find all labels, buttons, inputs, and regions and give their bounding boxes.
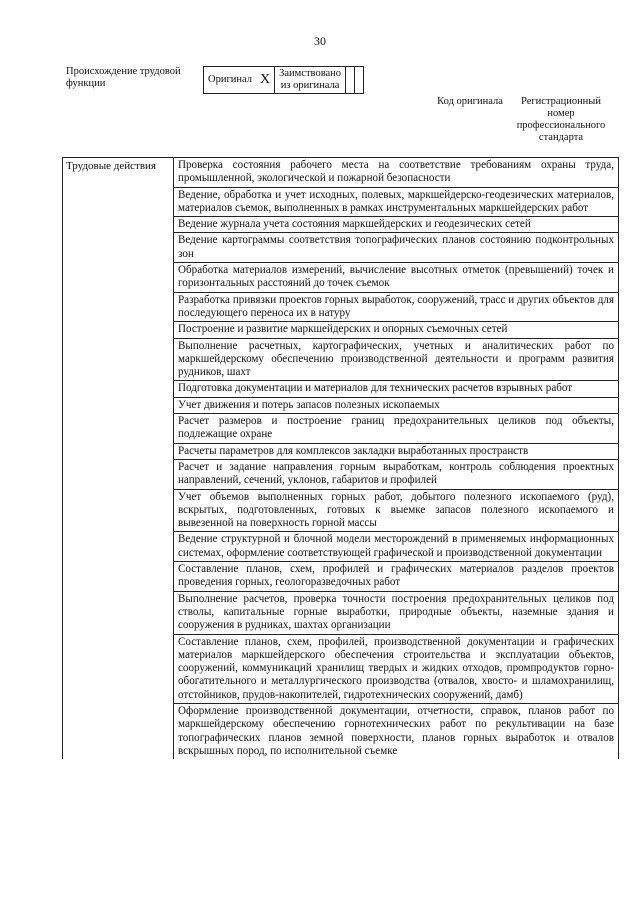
table-row — [63, 158, 619, 188]
labor-action-item: Ведение журнала учета состояния маркшейдерских и геодезических сетей — [174, 217, 619, 233]
origin-label: Происхождение трудовой функции — [66, 66, 181, 89]
code-cell — [346, 67, 355, 94]
origin-table — [203, 66, 364, 94]
original-mark: X — [256, 67, 275, 94]
labor-action-item: Ведение картограммы соответствия топографических планов состоянию подконтрольных зон — [174, 233, 619, 263]
labor-action-item: Ведение, обработка и учет исходных, полевых, маркшейдерско-геодезических материалов, материалов съемок, выполненных в рамках инструментальных маркшейдерских работ — [174, 187, 619, 217]
labor-actions-label: Трудовые действия — [63, 158, 174, 760]
original-cell: Оригинал — [204, 67, 257, 94]
labor-action-item: Составление планов, схем, профилей, производственной документации и графических материалов маркшейдерского обеспечения строительства и эксплуатации объектов, сооружений, коммуникаций хранилищ твердых и жидких отходов, промпродуктов горно-обогатительного и металлургического производства (отвалов, хвосто- и шламохранилищ, отстойников, прудов-накопителей, гидротехнических сооружений, дамб) — [174, 634, 619, 703]
labor-actions-table — [62, 157, 619, 759]
labor-action-item: Расчет и задание направления горным выработкам, контроль соблюдения проектных направлений, сечений, уклонов, габаритов и профилей — [174, 459, 619, 489]
labor-action-item: Расчеты параметров для комплексов закладки выработанных пространств — [174, 443, 619, 459]
labor-action-item: Расчет размеров и построение границ предохранительных целиков под объекты, подлежащие охране — [174, 414, 619, 444]
labor-action-item: Ведение структурной и блочной модели месторождений в применяемых информационных системах, оформление соответствующей графической и производственной документации — [174, 532, 619, 562]
borrowed-cell: Заимствовано из оригинала — [275, 67, 346, 94]
labor-action-item: Составление планов, схем, профилей и графических материалов разделов проектов проведения горных, геологоразведочных работ — [174, 562, 619, 592]
labor-action-item: Проверка состояния рабочего места на соответствие требованиям охраны труда, промышленной, экологической и пожарной безопасности — [174, 158, 619, 188]
labor-action-item: Учет движения и потерь запасов полезных ископаемых — [174, 397, 619, 413]
registration-caption: Регистрационный номер профессионального стандарта — [516, 96, 606, 143]
labor-action-item: Выполнение расчетов, проверка точности построения предохранительных целиков под стволы, капитальные горные выработки, природные объекты, наземные здания и сооружения в рудниках, шахтах организации — [174, 591, 619, 634]
registration-cell — [355, 67, 364, 94]
labor-action-item: Разработка привязки проектов горных выработок, сооружений, трасс и других объектов для последующего переноса их в натуру — [174, 292, 619, 322]
labor-action-item: Выполнение расчетных, картографических, учетных и аналитических работ по маркшейдерскому обеспечению производственной деятельности и программ развития рудников, шахт — [174, 338, 619, 381]
labor-action-item: Подготовка документации и материалов для технических расчетов взрывных работ — [174, 381, 619, 397]
labor-action-item: Учет объемов выполненных горных работ, добытого полезного ископаемого (руд), вскрытых, подготовленных, готовых к выемке запасов полезного ископаемого и вывезенной на поверхность горной массы — [174, 489, 619, 532]
labor-action-item: Оформление производственной документации, отчетности, справок, планов работ по маркшейдерскому обеспечению горнотехнических работ по рекультивации на базе топографических планов земной поверхности, планов горных выработок и отвалов вскрышных пород, по исполнительной съемке — [174, 703, 619, 759]
labor-action-item: Обработка материалов измерений, вычисление высотных отметок (превышений) точек и горизонтальных расстояний до точек съемок — [174, 263, 619, 293]
code-caption: Код оригинала — [437, 96, 503, 107]
labor-action-item: Построение и развитие маркшейдерских и опорных съемочных сетей — [174, 322, 619, 338]
page-number: 30 — [314, 34, 326, 48]
